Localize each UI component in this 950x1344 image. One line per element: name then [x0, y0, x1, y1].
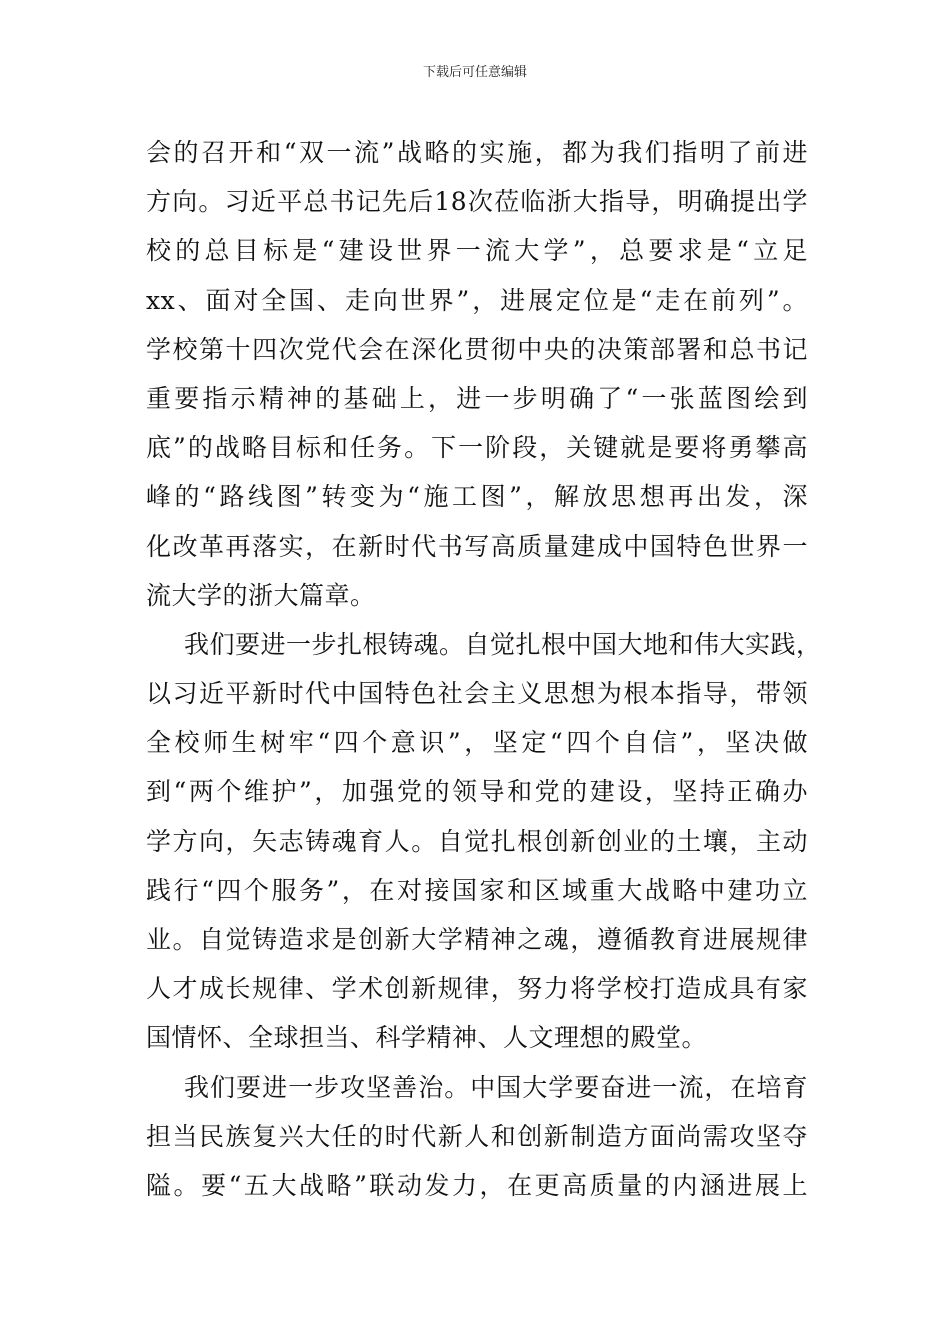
text-line: 隘。要“五大战略”联动发力，在更高质量的内涵进展上 — [146, 1170, 808, 1200]
text-line: xx、面对全国、走向世界”，进展定位是“走在前列”。 — [146, 285, 808, 315]
text-line: 方向。习近平总书记先后18次莅临浙大指导，明确提出学 — [146, 187, 808, 217]
paragraph-2 — [146, 620, 822, 1063]
text-line: 我们要进一步扎根铸魂。自觉扎根中国大地和伟大实践， — [184, 629, 822, 659]
text-line: 以习近平新时代中国特色社会主义思想为根本指导，带领 — [146, 679, 808, 709]
text-line: 业。自觉铸造求是创新大学精神之魂，遵循教育进展规律 — [146, 925, 808, 954]
text-line: 到“两个维护”，加强党的领导和党的建设，坚持正确办 — [146, 777, 808, 807]
text-line: 流大学的浙大篇章。 — [146, 580, 376, 610]
text-line: 会的召开和“双一流”战略的实施，都为我们指明了前进 — [146, 138, 808, 167]
text-line: 化改革再落实，在新时代书写高质量建成中国特色世界一 — [146, 531, 808, 561]
paragraph-1 — [146, 128, 808, 620]
text-line: 践行“四个服务”，在对接国家和区域重大战略中建功立 — [146, 875, 808, 905]
text-line: 我们要进一步攻坚善治。中国大学要奋进一流，在培育 — [184, 1072, 808, 1102]
document-body — [146, 128, 822, 1210]
text-line: 底”的战略目标和任务。下一阶段，关键就是要将勇攀高 — [146, 433, 808, 463]
page-header-note: 下载后可任意编辑 — [422, 65, 527, 80]
text-line: 学方向，矢志铸魂育人。自觉扎根创新创业的土壤，主动 — [146, 826, 808, 856]
text-line: 全校师生树牢“四个意识”，坚定“四个自信”，坚决做 — [146, 728, 808, 758]
text-line: 重要指示精神的基础上，进一步明确了“一张蓝图绘到 — [146, 383, 808, 413]
text-line: 人才成长规律、学术创新规律，努力将学校打造成具有家 — [146, 974, 808, 1004]
text-line: 学校第十四次党代会在深化贯彻中央的决策部署和总书记 — [146, 334, 808, 364]
text-line: 峰的“路线图”转变为“施工图”，解放思想再出发，深 — [146, 482, 808, 512]
paragraph-3 — [146, 1063, 808, 1211]
text-line: 担当民族复兴大任的时代新人和创新制造方面尚需攻坚夺 — [146, 1121, 808, 1151]
text-line: 国情怀、全球担当、科学精神、人文理想的殿堂。 — [146, 1023, 708, 1053]
text-line: 校的总目标是“建设世界一流大学”，总要求是“立足 — [146, 236, 808, 266]
